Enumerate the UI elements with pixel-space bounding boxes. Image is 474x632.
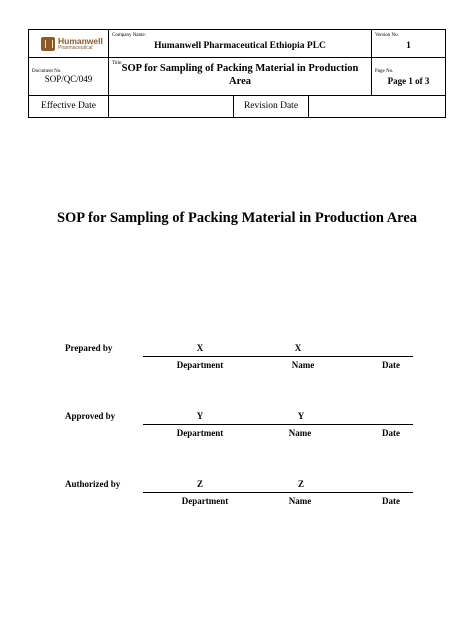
signature-role: Authorized by [65, 479, 121, 489]
document-title: SOP for Sampling of Packing Material in Production Area [56, 210, 418, 226]
name-caption: Name [288, 496, 312, 506]
signature-department-value: Z [196, 479, 203, 489]
title-label: Title: [112, 61, 123, 66]
effective-date-value-cell [109, 96, 234, 118]
signature-line [143, 492, 413, 493]
document-header-table [28, 29, 446, 118]
page-no-cell [372, 58, 446, 96]
document-no-cell [29, 58, 109, 96]
document-no-label: Document No. [32, 69, 62, 74]
company-name: Humanwell Pharmaceutical Ethiopia PLC [154, 41, 326, 51]
revision-date-label-cell [234, 96, 309, 118]
revision-date-value [309, 96, 445, 101]
department-caption: Department [176, 360, 224, 370]
name-caption: Name [288, 428, 312, 438]
version-value: 1 [406, 41, 411, 51]
name-caption: Name [291, 360, 315, 370]
logo-subname: Pharmaceutical [58, 44, 93, 51]
title-cell [109, 58, 372, 96]
version-label: Version No. [375, 33, 399, 38]
revision-date-value-cell [309, 96, 446, 118]
date-caption: Date [382, 496, 400, 506]
page-no: Page 1 of 3 [387, 76, 430, 86]
effective-date-value [109, 96, 233, 101]
effective-date-label: Effective Date [41, 101, 96, 111]
company-name-cell [109, 30, 372, 58]
humanwell-logo-icon [41, 37, 55, 51]
document-no: SOP/QC/049 [44, 74, 93, 84]
version-cell [372, 30, 446, 58]
signature-name-value: X [294, 343, 302, 353]
signature-role: Prepared by [65, 343, 113, 353]
page-no-label: Page No. [375, 69, 394, 74]
header-title: SOP for Sampling of Packing Material in Production Area [121, 63, 359, 87]
date-caption: Date [382, 428, 400, 438]
company-name-label: Company Name: [112, 33, 147, 38]
signature-line [143, 424, 413, 425]
department-caption: Department [181, 496, 229, 506]
signature-department-value: X [196, 343, 204, 353]
revision-date-label: Revision Date [243, 101, 299, 111]
company-logo [41, 37, 103, 51]
signature-department-value: Y [196, 411, 204, 421]
signature-name-value: Z [297, 479, 304, 489]
signature-role: Approved by [65, 411, 116, 421]
signature-line [143, 356, 413, 357]
logo-name: Humanwell [58, 36, 103, 47]
logo-cell [29, 30, 109, 58]
effective-date-label-cell [29, 96, 109, 118]
date-caption: Date [382, 360, 400, 370]
department-caption: Department [176, 428, 224, 438]
signature-name-value: Y [297, 411, 305, 421]
